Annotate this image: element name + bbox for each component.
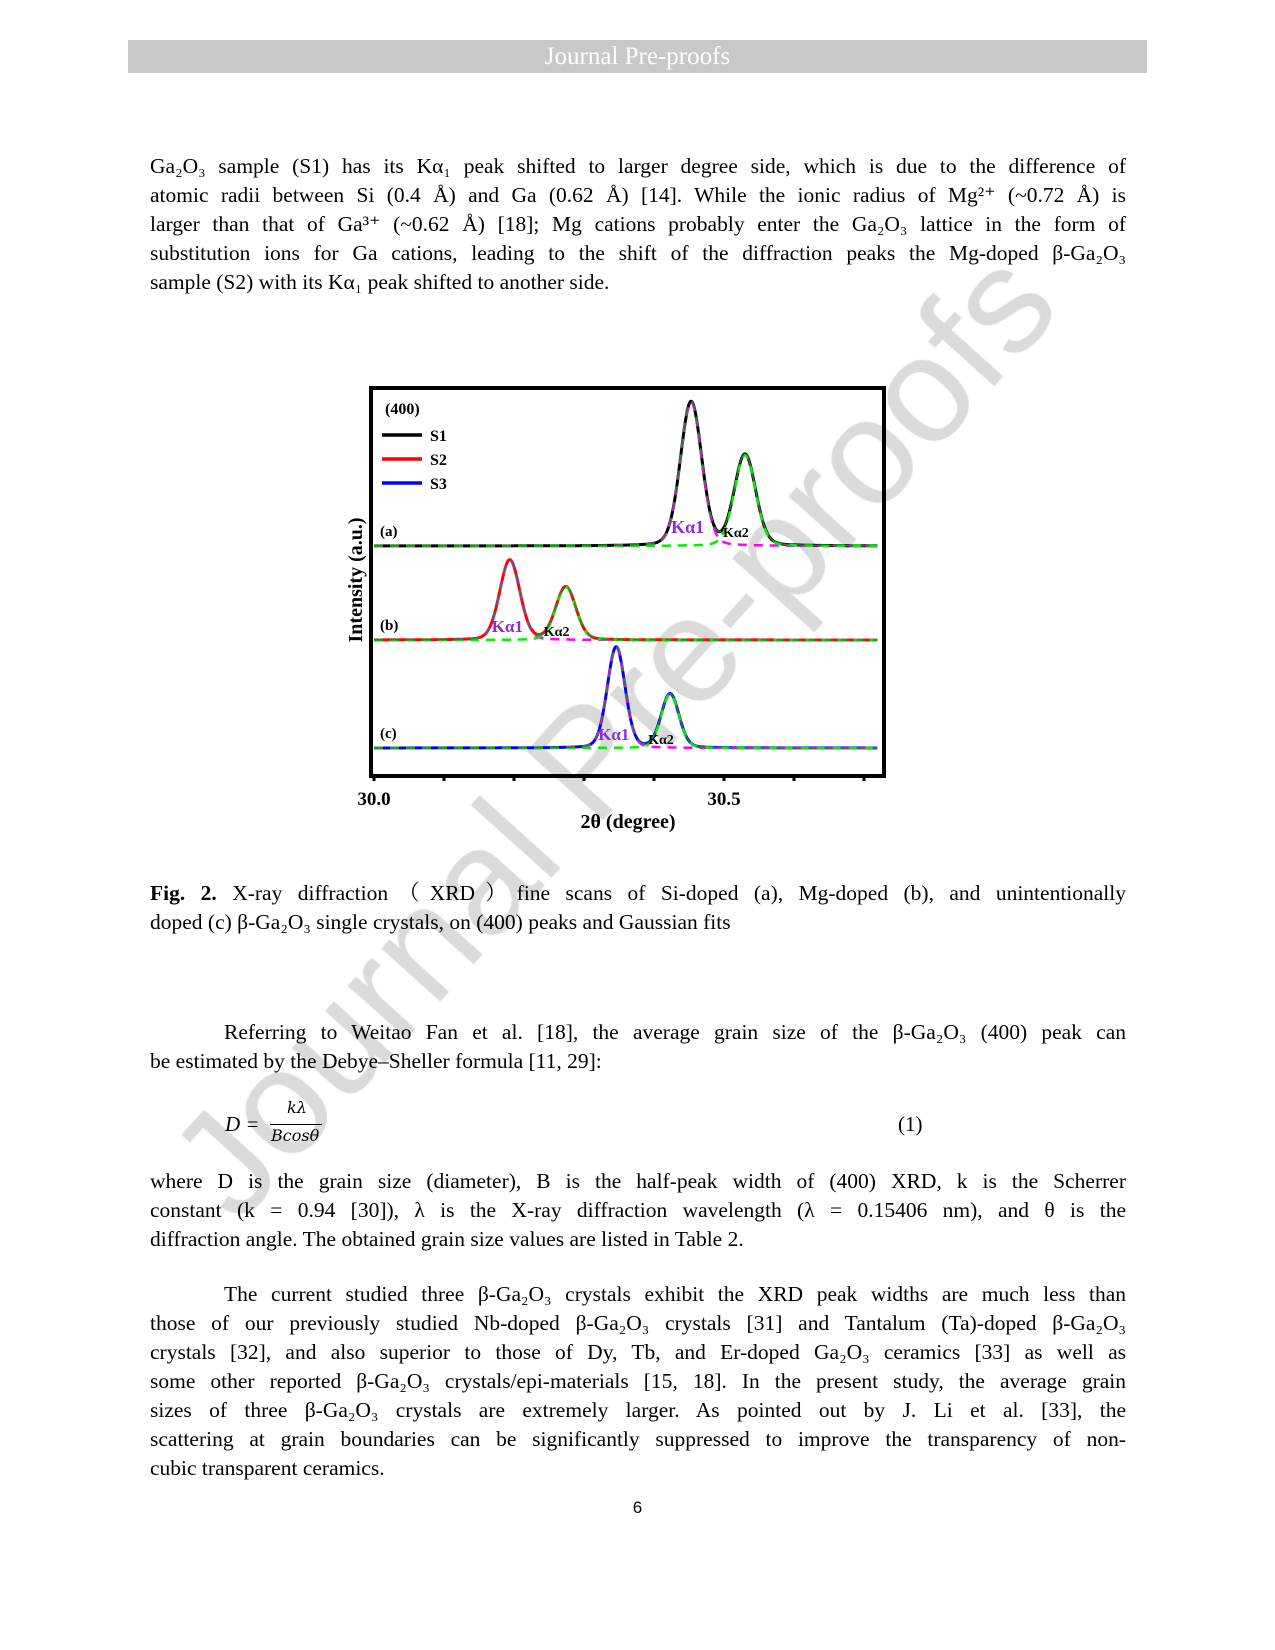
paragraph-4: [150, 1280, 1126, 1483]
equation-lhs: D =: [225, 1112, 260, 1136]
legend-label: S2: [430, 452, 447, 469]
ka1-label: Kα1: [491, 617, 524, 636]
text-line: crystals [32], and also superior to those of Dy, Tb, and Er-doped Ga₂O₃ ceramics [33] as well as: [150, 1340, 1126, 1364]
text-line: scattering at grain boundaries can be significantly suppressed to improve the transparency of non-: [150, 1427, 1126, 1451]
x-tick-label: 30.5: [707, 789, 741, 810]
text-line: larger than that of Ga³⁺ (~0.62 Å) [18]; Mg cations probably enter the Ga₂O₃ lattice in the form of: [150, 212, 1126, 236]
text-line: where D is the grain size (diameter), B is the half-peak width of (400) XRD, k is the Scherrer: [150, 1169, 1126, 1193]
ka2-label: Kα2: [723, 526, 749, 541]
legend-label: S3: [430, 476, 447, 493]
ka2-label: Kα2: [648, 733, 674, 748]
text-line: be estimated by the Debye–Sheller formula [11, 29]:: [150, 1049, 602, 1073]
total-fit-s1: [374, 401, 877, 546]
plot-title: (400): [385, 401, 420, 418]
x-tick-label: 30.0: [357, 789, 391, 810]
text-line: The current studied three β-Ga₂O₃ crystals exhibit the XRD peak widths are much less than: [224, 1282, 1126, 1306]
text-line: cubic transparent ceramics.: [150, 1456, 385, 1480]
fraction-bar: [270, 1124, 322, 1125]
ka1-label: Kα1: [671, 517, 705, 537]
ka1-label: Kα1: [598, 725, 630, 744]
equation-numerator: kλ: [287, 1098, 307, 1117]
text-line: some other reported β-Ga₂O₃ crystals/epi-materials [15, 18]. In the present study, the average grain: [150, 1369, 1126, 1393]
figure-caption: [150, 879, 1126, 937]
ka1-fit-s1: [374, 402, 877, 546]
caption-line: doped (c) β-Ga₂O₃ single crystals, on (400) peaks and Gaussian fits: [150, 910, 731, 934]
text-line: Ga₂O₃ sample (S1) has its Kα₁ peak shifted to larger degree side, which is due to the difference of: [150, 154, 1126, 178]
y-axis-label: Intensity (a.u.): [345, 517, 367, 643]
paragraph-3: [150, 1167, 1126, 1254]
caption-label: Fig. 2.: [150, 881, 217, 905]
ka2-label: Kα2: [543, 625, 570, 640]
paragraph-2: [150, 1018, 1126, 1076]
plot-frame: [371, 388, 884, 776]
ka2-fit-s1: [374, 455, 877, 546]
data-line-s1: [374, 401, 877, 546]
text-line: sizes of three β-Ga₂O₃ crystals are extremely larger. As pointed out by J. Li et al. [33], the: [150, 1398, 1126, 1422]
text-line: Referring to Weitao Fan et al. [18], the average grain size of the β-Ga₂O₃ (400) peak can: [224, 1020, 1126, 1044]
panel-label: (b): [380, 618, 399, 634]
panel-label: (a): [380, 524, 398, 540]
paragraph-1: [150, 152, 1126, 297]
journal-header: Journal Pre-proofs: [128, 40, 1147, 73]
text-line: atomic radii between Si (0.4 Å) and Ga (0.62 Å) [14]. While the ionic radius of Mg²⁺ (~0.72 Å) is: [150, 183, 1126, 207]
equation-number: (1): [898, 1112, 923, 1136]
text-line: constant (k = 0.94 [30]), λ is the X-ray diffraction wavelength (λ = 0.15406 nm), and θ is the: [150, 1198, 1126, 1222]
panel-label: (c): [380, 726, 397, 742]
data-line-s2: [374, 560, 877, 640]
text-line: substitution ions for Ga cations, leading to the shift of the diffraction peaks the Mg-doped β-Ga₂O₃: [150, 241, 1126, 265]
ka1-fit-s2: [374, 560, 877, 640]
text-line: those of our previously studied Nb-doped β-Ga₂O₃ crystals [31] and Tantalum (Ta)-doped β-Ga₂O₃: [150, 1311, 1126, 1335]
legend-label: S1: [430, 428, 447, 445]
page-number: 6: [632, 1498, 643, 1517]
text-line: sample (S2) with its Kα₁ peak shifted to another side.: [150, 270, 610, 294]
caption-text: X-ray diffraction（XRD）fine scans of Si-doped (a), Mg-doped (b), and unintentionally: [216, 881, 1127, 905]
equation-denominator: Bcosθ: [271, 1126, 320, 1145]
x-axis-label: 2θ (degree): [580, 811, 676, 833]
ka2-fit-s2: [374, 587, 877, 640]
total-fit-s2: [374, 560, 877, 640]
text-line: diffraction angle. The obtained grain size values are listed in Table 2.: [150, 1227, 744, 1251]
caption-line: [150, 879, 1126, 908]
